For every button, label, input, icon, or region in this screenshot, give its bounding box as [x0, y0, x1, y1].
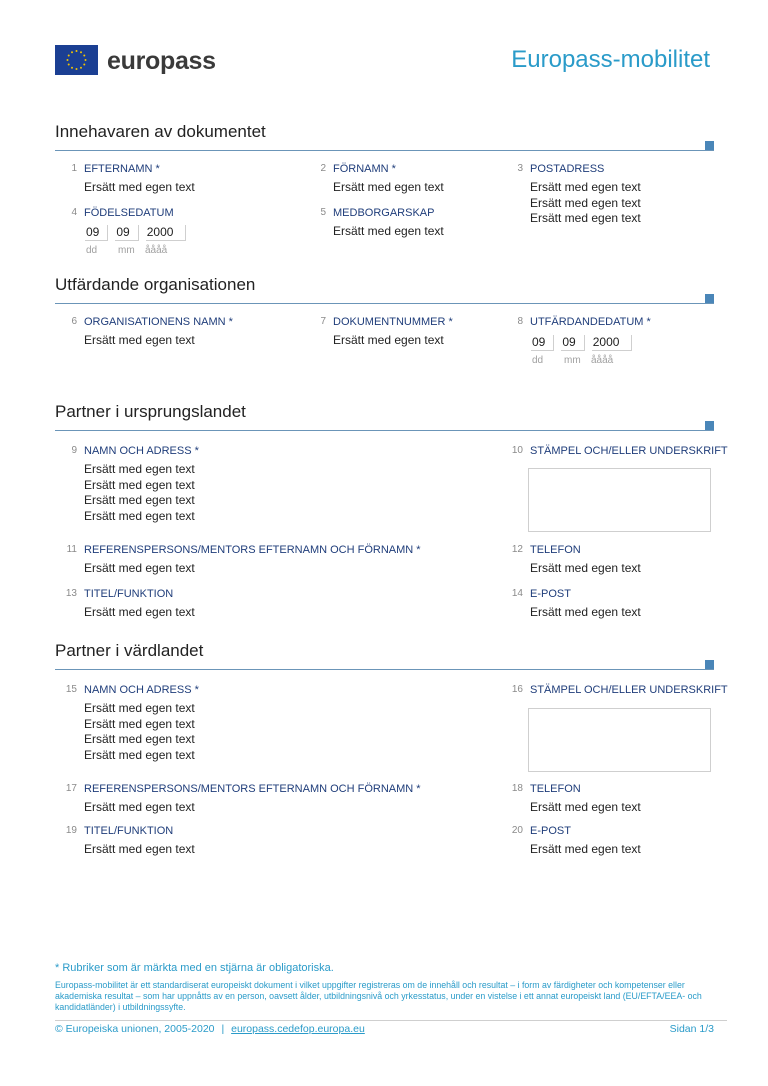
field-number: 9: [71, 445, 77, 456]
europass-website-link[interactable]: europass.cedefop.europa.eu: [231, 1023, 365, 1035]
date-hint-year: åååå: [591, 355, 614, 366]
date-year[interactable]: 2000: [592, 335, 633, 351]
field-number: 17: [65, 783, 77, 794]
stamp-signature-box[interactable]: [528, 708, 711, 772]
eu-star-icon: [71, 67, 73, 69]
field-value-name-address-line[interactable]: Ersätt med egen text: [84, 732, 195, 746]
eu-stars-icon: [55, 45, 98, 75]
copyright-text: © Europeiska unionen, 2005-2020: [55, 1023, 215, 1035]
field-value-surname[interactable]: Ersätt med egen text: [84, 180, 195, 194]
stamp-signature-box[interactable]: [528, 468, 711, 532]
date-hint-day: dd: [532, 355, 544, 366]
field-label-nationality: MEDBORGARSKAP: [333, 207, 435, 219]
field-value-mentor-name[interactable]: Ersätt med egen text: [84, 561, 195, 575]
field-label-document-number: DOKUMENTNUMMER *: [333, 316, 453, 328]
field-value-title-function[interactable]: Ersätt med egen text: [84, 842, 195, 856]
section-title: Partner i ursprungslandet: [55, 402, 246, 421]
date-format-hint: [86, 244, 167, 257]
eu-star-icon: [67, 59, 69, 61]
field-number: 5: [320, 207, 326, 218]
field-value-title-function[interactable]: Ersätt med egen text: [84, 605, 195, 619]
field-value-telephone[interactable]: Ersätt med egen text: [530, 800, 641, 814]
eu-star-icon: [76, 68, 78, 70]
document-title: Europass-mobilitet: [511, 46, 710, 73]
eu-star-icon: [80, 67, 82, 69]
field-value-organisation-name[interactable]: Ersätt med egen text: [84, 333, 195, 347]
field-label-surname: EFTERNAMN *: [84, 163, 160, 175]
eu-star-icon: [83, 55, 85, 57]
section-marker: [705, 660, 714, 669]
footer-separator: |: [221, 1023, 225, 1035]
field-value-name-address-line[interactable]: Ersätt med egen text: [84, 716, 195, 731]
field-value-name-address-line[interactable]: Ersätt med egen text: [84, 477, 195, 492]
mandatory-fields-note: * Rubriker som är märkta med en stjärna är obligatoriska.: [55, 962, 334, 974]
field-value-first-name[interactable]: Ersätt med egen text: [333, 180, 444, 194]
field-number: 7: [320, 316, 326, 327]
eu-star-icon: [68, 55, 70, 57]
section-marker: [705, 294, 714, 303]
field-number: 11: [66, 544, 77, 555]
field-value-nationality[interactable]: Ersätt med egen text: [333, 224, 444, 238]
date-hint-month: mm: [564, 355, 581, 366]
field-label-mentor-name: REFERENSPERSONS/MENTORS EFTERNAMN OCH FÖRNAMN *: [84, 783, 421, 795]
field-number: 15: [65, 684, 77, 695]
eu-star-icon: [83, 64, 85, 66]
field-number: 3: [517, 163, 523, 174]
field-label-mentor-name: REFERENSPERSONS/MENTORS EFTERNAMN OCH FÖRNAMN *: [84, 544, 421, 556]
section-marker: [705, 421, 714, 430]
issue-date-input[interactable]: [531, 335, 639, 351]
field-label-title-function: TITEL/FUNKTION: [84, 825, 174, 837]
field-number: 1: [71, 163, 77, 174]
field-label-postal-address: POSTADRESS: [530, 163, 605, 175]
footer-rule: [55, 1020, 727, 1021]
field-label-issue-date: UTFÄRDANDEDATUM *: [530, 316, 651, 328]
eu-star-icon: [76, 50, 78, 52]
field-label-name-address: NAMN OCH ADRESS *: [84, 445, 199, 457]
date-format-hint: [532, 354, 613, 367]
field-label-name-address: NAMN OCH ADRESS *: [84, 684, 199, 696]
section-rule: [55, 430, 714, 431]
date-month[interactable]: 09: [115, 225, 138, 241]
field-value-name-address-line[interactable]: Ersätt med egen text: [84, 462, 195, 476]
field-value-telephone[interactable]: Ersätt med egen text: [530, 561, 641, 575]
eu-star-icon: [68, 64, 70, 66]
date-of-birth-input[interactable]: [85, 225, 193, 241]
field-value-name-address-line[interactable]: Ersätt med egen text: [84, 701, 195, 715]
field-value-name-address-line[interactable]: Ersätt med egen text: [84, 493, 195, 507]
field-number: 19: [65, 825, 77, 836]
field-value-document-number[interactable]: Ersätt med egen text: [333, 333, 444, 347]
date-hint-year: åååå: [145, 245, 168, 256]
field-value-email[interactable]: Ersätt med egen text: [530, 605, 641, 619]
field-value-postal-address-line[interactable]: Ersätt med egen text: [530, 195, 641, 210]
section-rule: [55, 150, 714, 151]
field-number: 20: [511, 825, 523, 836]
date-year[interactable]: 2000: [146, 225, 187, 241]
field-value-email[interactable]: Ersätt med egen text: [530, 842, 641, 856]
field-value-postal-address-line[interactable]: Ersätt med egen text: [530, 180, 641, 194]
section-title: Utfärdande organisationen: [55, 275, 256, 294]
field-label-stamp-signature: STÄMPEL OCH/ELLER UNDERSKRIFT: [530, 445, 728, 457]
field-label-email: E-POST: [530, 825, 571, 837]
field-label-stamp-signature: STÄMPEL OCH/ELLER UNDERSKRIFT: [530, 684, 728, 696]
field-number: 6: [71, 316, 77, 327]
field-label-telephone: TELEFON: [530, 783, 581, 795]
date-day[interactable]: 09: [85, 225, 108, 241]
date-day[interactable]: 09: [531, 335, 554, 351]
footer-description: Europass-mobilitet är ett standardiserat europeiskt dokument i vilket uppgifter registreras om de innehåll och resultat – i form av färdigheter och kompetenser eller akademiska resultat – som har uppnåtts av en person, oavsett ålder, utbildningsnivå och yrkesstatus, under en vistelse i ett annat europeiskt land (EU/EFTA/EEA- och kandidatländer) i utbildningssyfte.: [55, 980, 702, 1012]
field-number: 13: [65, 588, 77, 599]
eu-star-icon: [80, 51, 82, 53]
date-hint-month: mm: [118, 245, 135, 256]
section-marker: [705, 141, 714, 150]
section-rule: [55, 669, 714, 670]
section-title: Partner i värdlandet: [55, 641, 204, 660]
field-value-name-address-line[interactable]: Ersätt med egen text: [84, 508, 195, 523]
europass-logo-text: europass: [107, 47, 216, 75]
field-number: 18: [511, 783, 523, 794]
field-label-first-name: FÖRNAMN *: [333, 163, 396, 175]
eu-star-icon: [71, 51, 73, 53]
eu-star-icon: [85, 59, 87, 61]
date-month[interactable]: 09: [561, 335, 584, 351]
page-number: Sidan 1/3: [669, 1023, 714, 1035]
field-number: 14: [511, 588, 523, 599]
footer-copyright-line: [55, 1022, 365, 1036]
date-hint-day: dd: [86, 245, 98, 256]
field-label-telephone: TELEFON: [530, 544, 581, 556]
field-label-title-function: TITEL/FUNKTION: [84, 588, 174, 600]
field-value-postal-address-line[interactable]: Ersätt med egen text: [530, 211, 641, 225]
field-number: 10: [511, 445, 523, 456]
field-value-mentor-name[interactable]: Ersätt med egen text: [84, 800, 195, 814]
field-label-date-of-birth: FÖDELSEDATUM: [84, 207, 174, 219]
field-number: 8: [517, 316, 523, 327]
field-number: 12: [511, 544, 523, 555]
field-number: 4: [71, 207, 77, 218]
field-number: 16: [511, 684, 523, 695]
field-value-name-address-line[interactable]: Ersätt med egen text: [84, 747, 195, 762]
section-title: Innehavaren av dokumentet: [55, 122, 266, 141]
field-label-organisation-name: ORGANISATIONENS NAMN *: [84, 316, 233, 328]
section-rule: [55, 303, 714, 304]
field-label-email: E-POST: [530, 588, 571, 600]
field-number: 2: [320, 163, 326, 174]
